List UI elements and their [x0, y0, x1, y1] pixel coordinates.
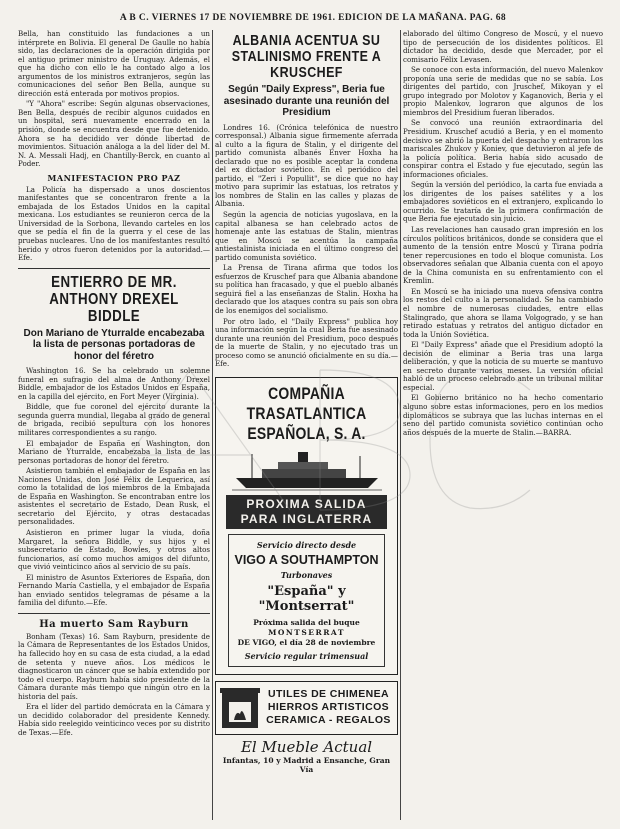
column-rule	[400, 30, 401, 820]
article-headline: ALBANIA ACENTUA SU STALINISMO FRENTE A KRUSCHEF	[231, 33, 382, 81]
article-paragraph: En Moscú se ha iniciado una nueva ofensiva contra los restos del culto a la personalidad. Se ha cambiado el nombre de numerosas ciudades, entre ellas Stalingrado, que ahora se llama Volgogrado, y se han retirado estatuas y retratos del antiguo dictador en toda la Unión Soviética.	[403, 286, 603, 339]
ad-company-title: COMPAÑIA TRASATLANTICA ESPAÑOLA, S. A.	[246, 383, 367, 443]
article-paragraph: El "Daily Express" añade que el Presidium adoptó la decisión de eliminar a Beria tras una larga deliberación, y que la noticia de su muerte se mantuvo en secreto durante varios meses. La versión oficial habló de un proceso celebrado ante un tribunal militar especial.	[403, 340, 603, 392]
column-rule	[212, 30, 213, 820]
section-divider	[18, 268, 210, 269]
ad-next-departure: Próxima salida del buque	[253, 617, 360, 627]
article-paragraph: Según la agencia de noticias yugoslava, en la capital albanesa se han celebrado actos de homenaje ante las estatuas de Stalin, mientras que en Moscú se acentúa la campaña antiestalinista iniciada en el último congreso del partido comunista soviético.	[215, 209, 398, 262]
article-deck: Según "Daily Express", Beria fue asesinado durante una reunión del Presidium	[223, 84, 390, 118]
article-paragraph: Londres 16. (Crónica telefónica de nuestro corresponsal.) Albania sigue firmemente aferrada al culto a la figura de Stalin, y el dirigente del partido comunista albanés Enver Hoxha ha declarado que no es posible aceptar la condena del ex dictador soviético. En el periódico del partido, el "Zeri i Popullit", se dice que no hay motivo para suprimir las estatuas, los retratos y los nombres de Stalin en las calles y plazas de Albania.	[215, 122, 398, 209]
ad-line: UTILES DE CHIMENEA	[268, 688, 389, 701]
article-paragraph: Se conoce con esta información, del nuevo Malenkov proponía una serie de medidas que no se sabía. Los dirigentes del partido, con Jruschef, Mikoyan y el grupo integrado por Molotov y Kaganovich, Beria y el propio Malenkov, lograron que algunos de los miembros del Presidium fueran liberados.	[403, 65, 603, 117]
ad-route: VIGO A SOUTHAMPTON	[234, 552, 379, 567]
article-paragraph: Asistieron en primer lugar la viuda, doña Margaret, la señora Biddle, y sus hijos y el subsecretario de Estado, Bowles, y otros altos funcionarios, así como muchos amigos del difunto, que vivió veinticinco años al servicio de su país.	[18, 528, 210, 572]
section-divider	[18, 613, 210, 614]
article-paragraph: Asistieron también el embajador de España en las Naciones Unidas, don José Félix de Lequerica, así como la totalidad de los miembros de la Embajada de España en Washington. Se encontraban entre los asistentes el secretario de Estado, Dean Rusk, el secretario del Ejército, y otras destacadas personalidades.	[18, 466, 210, 527]
ad-ship-names: "España" y "Montserrat"	[258, 583, 355, 614]
article-paragraph: El ministro de Asuntos Exteriores de España, don Fernando María Castiella, y el embajador de España han enviado sentidos telegramas de pésame a la familia del difunto.—Efe.	[18, 572, 210, 608]
article-paragraph: Se convocó una reunión extraordinaria del Presidium. Kruschef acudió a Beria, y en el momento decisivo se abrió la puerta del despacho y entraron los mariscales Zhukov y Koniev, que detuvieron al jefe de la policía política. Beria había sido acusado de conspirar contra el Estado y fue ejecutado, según las informaciones oficiales.	[403, 118, 603, 179]
ad-date: DE VIGO, el día 28 de noviembre	[237, 637, 376, 647]
ad-store-address: Infantas, 10 y Madrid a Ensanche, Gran Vía	[222, 755, 391, 774]
article-paragraph: Según la versión del periódico, la carta fue enviada a los dirigentes de los países satélites y a los embajadores soviéticos en el extranjero, explicando lo ocurrido. Se trataría de la primera confirmación de que Beria fue ejecutado sin juicio.	[403, 180, 603, 224]
article-headline: ENTIERRO DE MR. ANTHONY DREXEL BIDDLE	[49, 273, 179, 325]
ad-service-frequency: Servicio regular trimensual	[244, 650, 369, 661]
section-subhead: MANIFESTACION PRO PAZ	[47, 172, 181, 183]
article-deck: Don Mariano de Yturralde encabezaba la lista de personas portadoras de honor del féretro	[23, 327, 205, 362]
ad-line: HIERROS ARTISTICOS	[267, 701, 390, 714]
ship-illustration-icon	[232, 448, 382, 492]
ad-departure-banner: PROXIMA SALIDA PARA INGLATERRA	[226, 495, 387, 529]
column-middle	[215, 30, 398, 820]
article-paragraph: La Policía ha dispersado a unos doscientos manifestantes que se concentraron frente a la embajada de los Estados Unidos en la capital mexicana. Los estudiantes se reunieron cerca de la Universidad de la Sorbona, llevando carteles en los que se pedía el fin de la guerra y el cese de las pruebas nucleares. Uno de los manifestantes resultó herido y otros fueron detenidos por la autoridad.—Efe.	[18, 184, 210, 263]
ad-ship-name: MONTSERRAT	[268, 627, 345, 637]
article-paragraph: El Gobierno británico no ha hecho comentario alguno sobre estas informaciones, pero en los medios diplomáticos se subraya que las luchas internas en el seno del partido comunista soviético continúan ocho años después de la muerte de Stalin.—BARRA.	[403, 393, 603, 437]
page-masthead: A B C. VIERNES 17 DE NOVIEMBRE DE 1961. EDICION DE LA MAÑANA. PAG. 68	[119, 13, 507, 23]
article-paragraph: Las revelaciones han causado gran impresión en los círculos políticos británicos, donde se considera que el aumento de la tensión entre Moscú y Tirana podría tener repercusiones en todo el bloque comunista. Los observadores señalan que Albania cuenta con el apoyo de la China comunista en su enfrentamiento con el Kremlin.	[403, 225, 603, 286]
ad-store-name: El Mueble Actual	[240, 737, 373, 756]
article-paragraph: elaborado del último Congreso de Moscú, y el nuevo tipo de persecución de los disidentes políticos. El dictador ha decidido, desde que Mercader, por el comisario Félix Levasen.	[403, 30, 603, 64]
column-left	[18, 30, 210, 820]
ad-service-label: Servicio directo desde	[256, 539, 357, 550]
column-right	[403, 30, 603, 820]
article-paragraph: "Y "Ahora" escribe: Según algunas observaciones, Ben Bella, después de recibir algunos cuidados en un hospital, será nuevamente encerrado en la prisión, donde se encuentra desde que fue detenido. Ahora se ha decidido ver dónde libertad de movimientos. Situación análoga a la del líder del M. N. A. Messali Hadj, en Chantilly-Berck, en cuanto al Poder.	[18, 99, 210, 169]
article-paragraph: Biddle, que fue coronel del ejército durante la segunda guerra mundial, llegaba al grado de general de brigada, recibió sepultura con los honores militares correspondientes a su rango.	[18, 402, 210, 437]
ad-details-box	[228, 534, 385, 667]
shipping-advertisement	[215, 377, 398, 675]
article-paragraph: Bonham (Texas) 16. Sam Rayburn, presidente de la Cámara de Representantes de los Estados Unidos, ha fallecido hoy en su casa de esta ciudad, a la edad de setenta y nueve años. Los médicos le diagnosticaron un cáncer que se había extendido por todo el cuerpo. Rayburn había sido presidente de la Cámara durante más tiempo que ningún otro en la historia del país.	[18, 631, 210, 701]
furniture-advertisement	[215, 739, 398, 774]
ad-turbo-label: Turbonaves	[280, 569, 333, 580]
article-paragraph: Por otro lado, el "Daily Express" publica hoy una información según la cual Beria fue asesinado durante una reunión del Presidium, poco después de la muerte de Stalin, y no ejecutado tras un proceso como se anunció oficialmente en su día.—Efe.	[215, 316, 398, 369]
article-paragraph: Era el líder del partido demócrata en la Cámara y un decidido colaborador del presidente Kennedy. Había sido reelegido veinticinco veces por su distrito de Texas.—Efe.	[18, 702, 210, 737]
article-paragraph: El embajador de España en Washington, don Mariano de Yturralde, encabezaba la lista de las personas portadoras de honor del féretro.	[18, 438, 210, 465]
article-paragraph: Bella, han constituido las fundaciones a un intérprete en Bolivia. El general De Gaulle no había sido, las declaraciones de la operación dirigida por el antiguo primer ministro de Uruguay. Además, el que ha dicho con ello le ha contado algo a los argumentos de los ministros extranjeros, según las comunicaciones del señor Ben Bella, aunque su dirección está enterada por motivos propios.	[18, 30, 210, 98]
fireplace-advertisement	[215, 681, 398, 735]
article-paragraph: Washington 16. Se ha celebrado un solemne funeral en sufragio del alma de Anthony Drexel Biddle, embajador de los Estados Unidos en España, en la capilla del ejército, en Fort Meyer (Virginia).	[18, 366, 210, 401]
article-paragraph: La Prensa de Tirana afirma que todos los esfuerzos de Kruschef para que Albania abandone su política han fracasado, y que el pueblo albanés seguirá fiel a las enseñanzas de Stalin. Hoxha ha declarado que los ataques contra su país son obra de los enemigos del socialismo.	[215, 263, 398, 315]
section-subhead: Ha muerto Sam Rayburn	[39, 618, 189, 630]
ad-line: CERAMICA - REGALOS	[266, 714, 391, 727]
fireplace-logo-icon	[220, 686, 260, 730]
